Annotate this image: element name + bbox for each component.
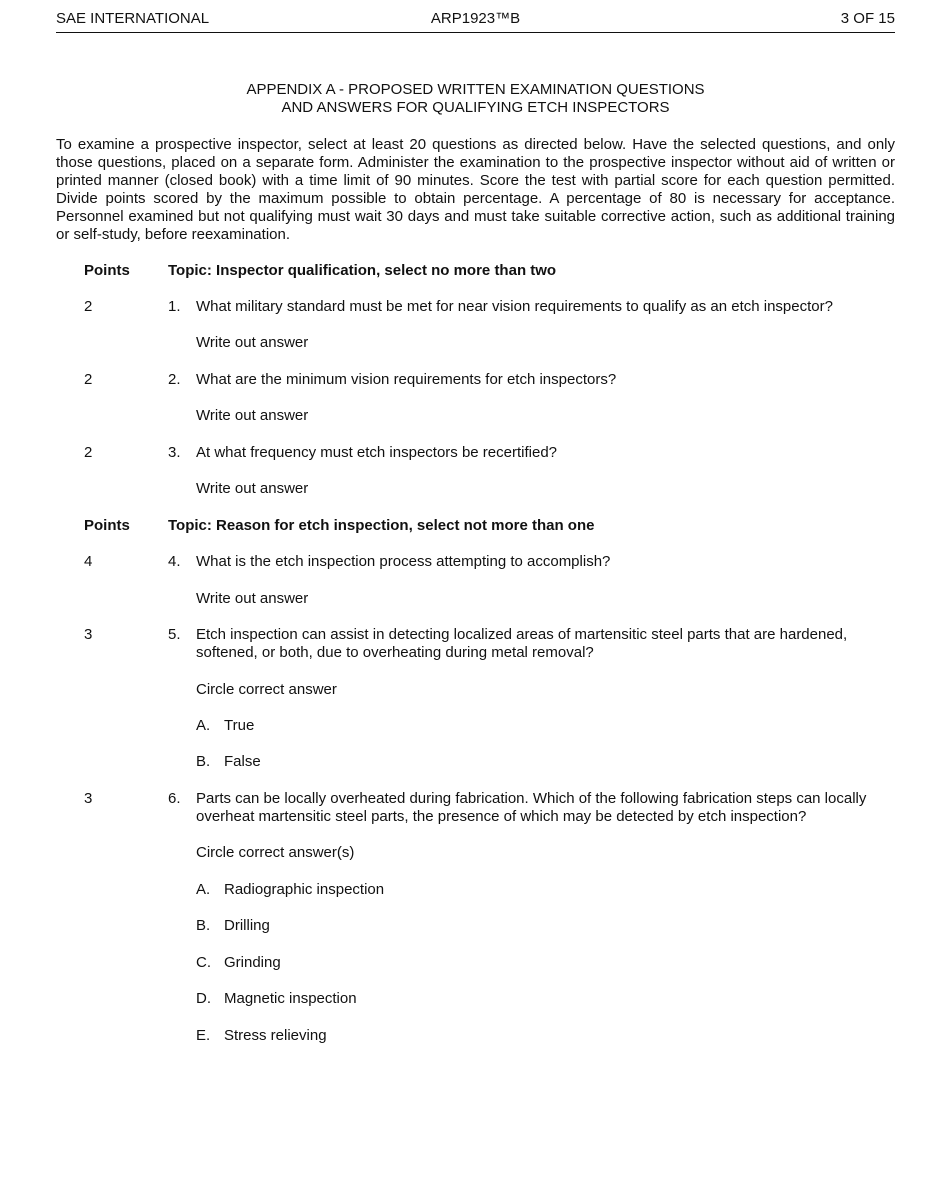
question-number: 2. [168, 371, 181, 388]
option-letter: B. [196, 917, 211, 934]
option-letter: B. [196, 753, 211, 770]
option-text: False [224, 753, 261, 770]
question-number: 4. [168, 553, 181, 570]
question-points: 2 [84, 371, 93, 388]
answer-instruction-text: Write out answer [196, 480, 309, 497]
option-letter: D. [196, 990, 211, 1007]
option-text: Stress relieving [224, 1027, 327, 1044]
option-letter: A. [196, 881, 211, 898]
answer-instruction-text: Write out answer [196, 590, 309, 607]
option-text: Radiographic inspection [224, 881, 385, 898]
option-letter: E. [196, 1027, 211, 1044]
question-text: Parts can be locally overheated during fabrication. Which of the following fabrication steps can locally overheat martensitic steel parts, the presence of which may be detected by etch inspection? [196, 790, 867, 825]
answer-instruction-text: Write out answer [196, 407, 309, 424]
option-letter: C. [196, 954, 211, 971]
answer-instruction-text: Circle correct answer [196, 681, 337, 698]
header-page-number: 3 OF 15 [840, 10, 895, 27]
question-text: What is the etch inspection process attempting to accomplish? [196, 553, 611, 570]
option-text: Magnetic inspection [224, 990, 357, 1007]
appendix-title-line-2: AND ANSWERS FOR QUALIFYING ETCH INSPECTORS [281, 99, 670, 116]
question-points: 2 [84, 444, 93, 461]
intro-paragraph: To examine a prospective inspector, select at least 20 questions as directed below. Have the selected questions, and only those questions, placed on a separate form. Administer the examination to the prospective inspector without aid of written or printed manner (closed book) with a time limit of 90 minutes. Score the test with partial score for each question permitted. Divide points scored by the maximum possible to obtain percentage. A percentage of 80 is necessary for acceptance. Personnel examined but not qualifying must wait 30 days and must take suitable corrective action, such as additional training or self-study, before reexamination. [56, 136, 895, 243]
question-number: 3. [168, 444, 181, 461]
question-points: 2 [84, 298, 93, 315]
page-header [56, 10, 895, 33]
appendix-title-line-1: APPENDIX A - PROPOSED WRITTEN EXAMINATION QUESTIONS [246, 81, 705, 98]
answer-instruction-text: Write out answer [196, 334, 309, 351]
question-points: 3 [84, 790, 93, 807]
header-organization: SAE INTERNATIONAL [56, 10, 210, 27]
option-letter: A. [196, 717, 211, 734]
points-heading: Points [84, 517, 130, 534]
question-text: At what frequency must etch inspectors be recertified? [196, 444, 558, 461]
points-heading: Points [84, 262, 130, 279]
question-points: 3 [84, 626, 93, 643]
question-number: 6. [168, 790, 181, 807]
question-text: Etch inspection can assist in detecting localized areas of martensitic steel parts that are hardened, softened, or both, due to overheating during metal removal? [196, 626, 848, 661]
option-text: Drilling [224, 917, 270, 934]
question-number: 1. [168, 298, 181, 315]
option-text: True [224, 717, 255, 734]
question-text: What military standard must be met for near vision requirements to qualify as an etch inspector? [196, 298, 833, 315]
topic-heading: Topic: Inspector qualification, select no more than two [168, 262, 557, 279]
topic-heading: Topic: Reason for etch inspection, select not more than one [168, 517, 595, 534]
question-number: 5. [168, 626, 181, 643]
header-document-id: ARP1923™B [430, 10, 521, 27]
option-text: Grinding [224, 954, 281, 971]
answer-instruction-text: Circle correct answer(s) [196, 844, 355, 861]
question-points: 4 [84, 553, 93, 570]
question-text: What are the minimum vision requirements for etch inspectors? [196, 371, 617, 388]
